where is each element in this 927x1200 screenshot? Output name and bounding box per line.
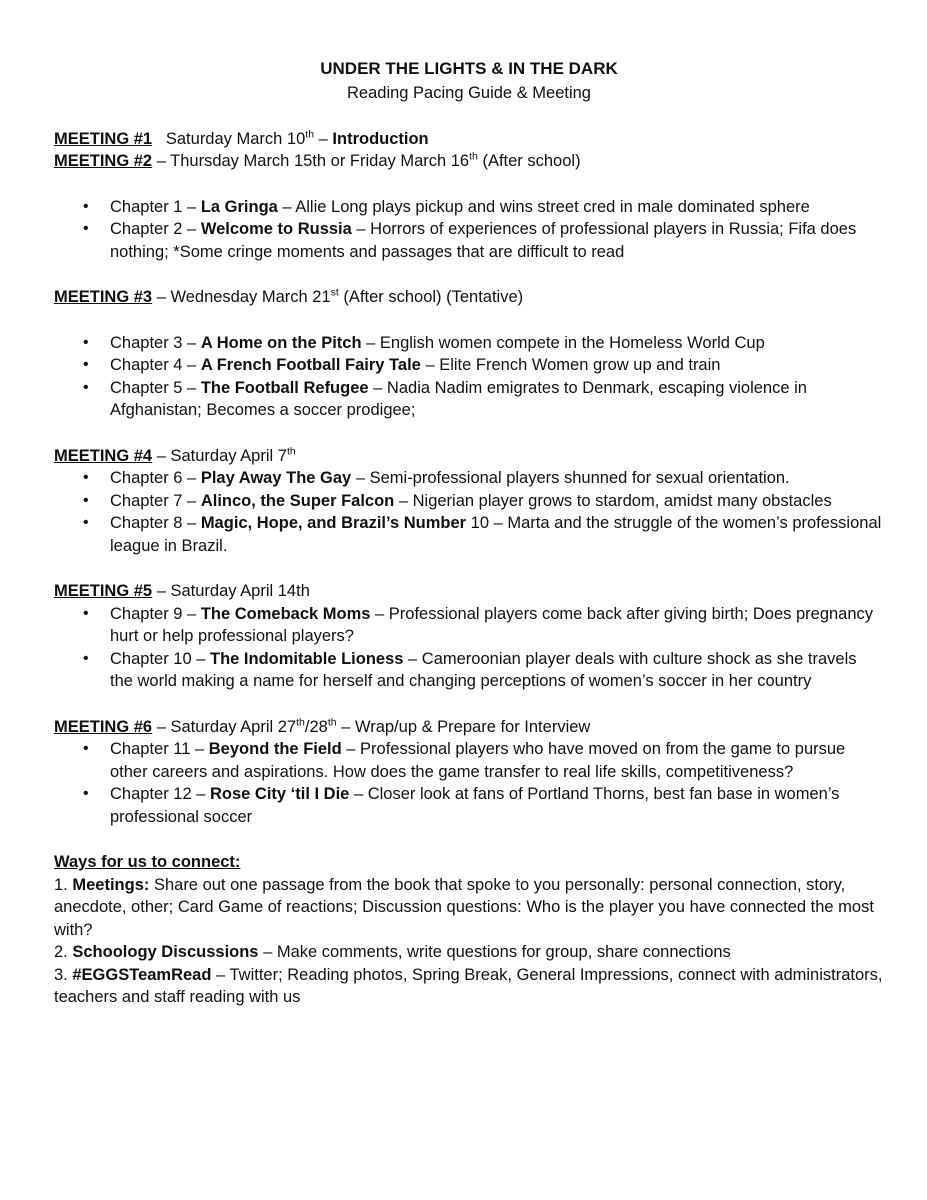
meeting-5-line: [54, 580, 884, 603]
document-title: UNDER THE LIGHTS & IN THE DARK: [320, 59, 618, 78]
connect-section: [54, 851, 884, 1009]
meeting-2-chapters: [54, 196, 884, 264]
document-page: [54, 58, 884, 1009]
chapter-item: • Chapter 10 – The Indomitable Lioness – Cameroonian player deals with culture shock as she travels the world making a name for herself and changing perceptions of women’s soccer in her country: [110, 648, 884, 693]
connect-heading: Ways for us to connect:: [54, 853, 241, 871]
chapter-item: • Chapter 5 – The Football Refugee – Nadia Nadim emigrates to Denmark, escaping violence in Afghanistan; Becomes a soccer prodigee;: [110, 377, 884, 422]
meeting-2-date: – Thursday March 15th or Friday March 16: [152, 152, 470, 170]
connect-item: 2. Schoology Discussions – Make comments, write questions for group, share connections: [54, 943, 731, 961]
meeting-1-topic: Introduction: [332, 129, 429, 148]
chapter-item: • Chapter 3 – A Home on the Pitch – English women compete in the Homeless World Cup: [110, 332, 884, 355]
connect-item: 3. #EGGSTeamRead – Twitter; Reading photos, Spring Break, General Impressions, connect with administrators, teachers and staff reading with us: [54, 965, 883, 1006]
chapter-item: • Chapter 11 – Beyond the Field – Professional players who have moved on from the game to pursue other careers and aspirations. How does the game transfer to real life skills, competitiveness?: [110, 738, 884, 783]
chapter-item: • Chapter 9 – The Comeback Moms – Professional players come back after giving birth; Does pregnancy hurt or help professional players?: [110, 603, 884, 648]
meeting-2-line: MEETING #2 – Thursday March 15th or Friday March 16th (After school): [54, 150, 581, 170]
meeting-6-date: – Saturday April 27: [152, 717, 297, 736]
meeting-6-line: MEETING #6 – Saturday April 27th/28th – Wrap/up & Prepare for Interview: [54, 716, 591, 736]
meeting-1-date: Saturday March 10: [165, 129, 306, 148]
meeting-6-chapters: [54, 738, 884, 828]
meeting-1-label: MEETING #1: [54, 129, 153, 148]
chapter-item: • Chapter 7 – Alinco, the Super Falcon – Nigerian player grows to stardom, amidst many obstacles: [110, 490, 884, 513]
chapter-item: • Chapter 1 – La Gringa – Allie Long plays pickup and wins street cred in male dominated sphere: [110, 196, 884, 219]
meeting-3-chapters: [54, 332, 884, 422]
meeting-5-label: MEETING #5: [54, 582, 153, 600]
meeting-3-line: MEETING #3 – Wednesday March 21st (After school) (Tentative): [54, 286, 524, 306]
meeting-1-line: MEETING #1 Saturday March 10th – Introduction: [54, 128, 429, 148]
meeting-3-label: MEETING #3: [54, 288, 153, 306]
meeting-5-chapters: [54, 603, 884, 693]
chapter-item: • Chapter 6 – Play Away The Gay – Semi-professional players shunned for sexual orientation.: [110, 467, 884, 490]
meeting-4-label: MEETING #4: [54, 446, 153, 465]
meeting-4-line: MEETING #4 – Saturday April 7th: [54, 445, 296, 465]
chapter-item: • Chapter 2 – Welcome to Russia – Horrors of experiences of professional players in Russia; Fifa does nothing; *Some cringe moments and passages that are difficult to read: [110, 218, 884, 263]
document-subtitle: Reading Pacing Guide & Meeting: [347, 84, 591, 102]
meeting-4-date: – Saturday April 7: [152, 446, 287, 465]
chapter-item: • Chapter 12 – Rose City ‘til I Die – Closer look at fans of Portland Thorns, best fan base in women’s professional soccer: [110, 783, 884, 828]
meeting-5-date: – Saturday April 14th: [152, 582, 310, 600]
meeting-3-date: – Wednesday March 21: [152, 288, 331, 306]
chapter-item: • Chapter 4 – A French Football Fairy Tale – Elite French Women grow up and train: [110, 354, 884, 377]
meeting-2-label: MEETING #2: [54, 152, 153, 170]
meeting-4-chapters: [54, 467, 884, 557]
chapter-item: • Chapter 8 – Magic, Hope, and Brazil’s Number 10 – Marta and the struggle of the women’s professional league in Brazil.: [110, 512, 884, 557]
connect-item: 1. Meetings: Share out one passage from the book that spoke to you personally: personal connection, story, anecdote, other; Card Game of reactions; Discussion questions: Who is the player you have connected the most with?: [54, 875, 874, 939]
meeting-6-label: MEETING #6: [54, 717, 153, 736]
